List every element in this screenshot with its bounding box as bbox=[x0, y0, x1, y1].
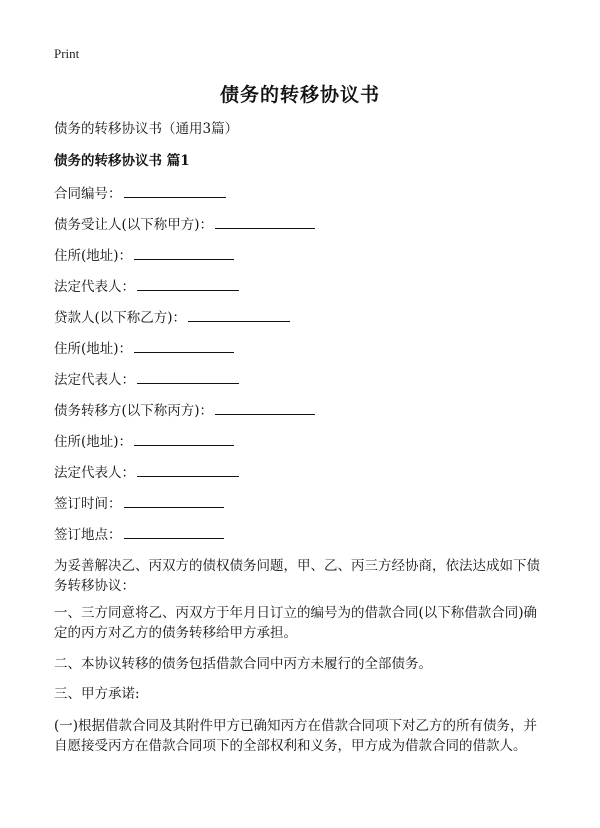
blank-line bbox=[215, 214, 315, 229]
blank-line bbox=[134, 245, 234, 260]
field-address-c bbox=[54, 431, 234, 451]
field-contract-number bbox=[54, 183, 226, 203]
section-heading: 债务的转移协议书 篇1 bbox=[54, 153, 190, 169]
field-label: 法定代表人： bbox=[54, 465, 135, 481]
field-address-b bbox=[54, 338, 234, 358]
paragraph-intro: 为妥善解决乙、丙双方的债权债务问题，甲、乙、丙三方经协商，依法达成如下债务转移协议： bbox=[54, 558, 540, 594]
blank-line bbox=[137, 276, 239, 291]
field-address-a bbox=[54, 245, 234, 265]
field-label: 法定代表人： bbox=[54, 372, 135, 388]
paragraph-clause-3-1: (一)根据借款合同及其附件甲方已确知丙方在借款合同项下对乙方的所有债务，并自愿接受丙方在借款合同项下的全部权利和义务，甲方成为借款合同的借款人。 bbox=[54, 718, 538, 754]
field-label: 法定代表人： bbox=[54, 279, 135, 295]
field-label: 债务转移方(以下称丙方)： bbox=[54, 403, 214, 419]
field-sign-date bbox=[54, 493, 224, 513]
field-party-b bbox=[54, 307, 290, 327]
paragraph-clause-1: 一、三方同意将乙、丙双方于年月日订立的编号为的借款合同(以下称借款合同)确定的丙方对乙方的债务转移给甲方承担。 bbox=[54, 605, 538, 641]
blank-line bbox=[134, 338, 234, 353]
field-label: 住所(地址)： bbox=[54, 341, 133, 357]
field-label: 贷款人(以下称乙方)： bbox=[54, 310, 187, 326]
document-subtitle: 债务的转移协议书（通用3篇） bbox=[54, 121, 239, 137]
document-title: 债务的转移协议书 bbox=[219, 84, 380, 106]
blank-line bbox=[124, 493, 224, 508]
field-representative-a bbox=[54, 276, 239, 296]
field-label: 合同编号： bbox=[54, 186, 122, 202]
paragraph-clause-2: 二、本协议转移的债务包括借款合同中丙方未履行的全部债务。 bbox=[54, 656, 432, 672]
blank-line bbox=[137, 462, 239, 477]
paragraph-clause-3: 三、甲方承诺: bbox=[54, 686, 140, 702]
blank-line bbox=[134, 431, 234, 446]
field-representative-c bbox=[54, 462, 239, 482]
field-label: 债务受让人(以下称甲方)： bbox=[54, 217, 214, 233]
blank-line bbox=[215, 400, 315, 415]
print-label: Print bbox=[54, 46, 80, 61]
field-label: 签订地点： bbox=[54, 527, 122, 543]
field-sign-place bbox=[54, 524, 224, 544]
field-label: 住所(地址)： bbox=[54, 434, 133, 450]
field-party-c bbox=[54, 400, 315, 420]
blank-line bbox=[124, 183, 226, 198]
field-representative-b bbox=[54, 369, 239, 389]
blank-line bbox=[188, 307, 290, 322]
blank-line bbox=[137, 369, 239, 384]
field-label: 签订时间： bbox=[54, 496, 122, 512]
blank-line bbox=[124, 524, 224, 539]
field-label: 住所(地址)： bbox=[54, 248, 133, 264]
field-party-a bbox=[54, 214, 315, 234]
